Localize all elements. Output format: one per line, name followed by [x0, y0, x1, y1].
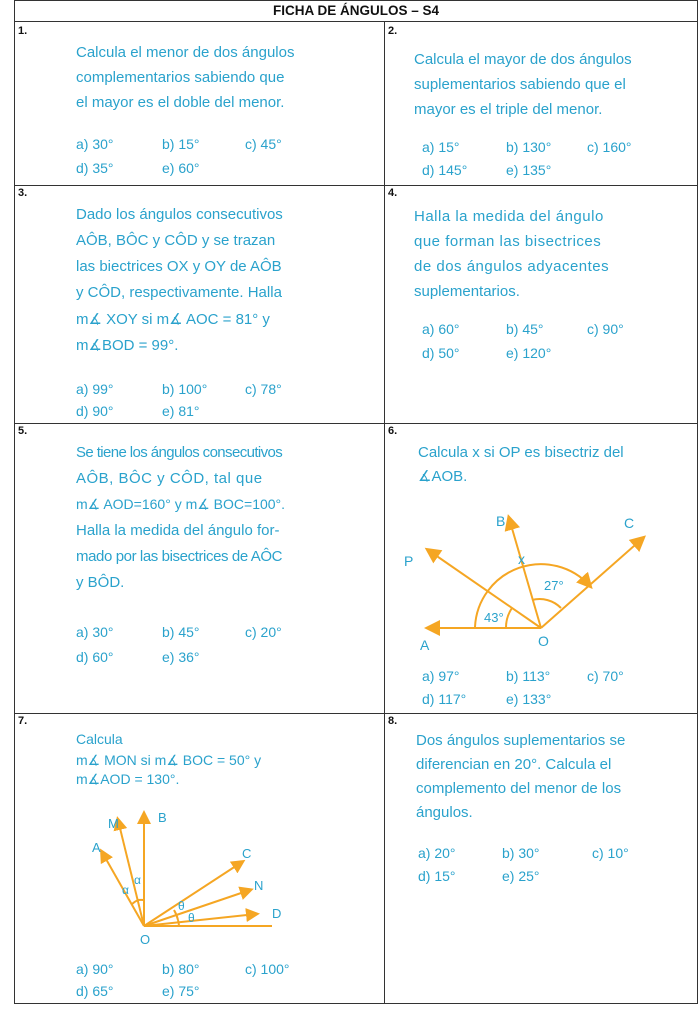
- problem-1-option-e[interactable]: e) 60°: [162, 160, 200, 176]
- problem-3-line: y CÔD, respectivamente. Halla: [76, 284, 282, 301]
- problem-8-option-d[interactable]: d) 15°: [418, 868, 456, 884]
- problem-8-option-a[interactable]: a) 20°: [418, 845, 456, 861]
- problem-2-option-a[interactable]: a) 15°: [422, 139, 460, 155]
- problem-7-number: 7.: [18, 715, 28, 727]
- problem-3-option-b[interactable]: b) 100°: [162, 381, 208, 397]
- problem-5-line: Halla la medida del ángulo for-: [76, 522, 280, 539]
- problem-5-option-d[interactable]: d) 60°: [76, 649, 114, 665]
- row-divider: [14, 713, 698, 714]
- problem-1-option-c[interactable]: c) 45°: [245, 136, 282, 152]
- problem-3-line: las biectrices OX y OY de AÔB: [76, 258, 282, 275]
- problem-3-line: Dado los ángulos consecutivos: [76, 206, 283, 223]
- label-alpha: α: [134, 873, 141, 887]
- problem-4-option-b[interactable]: b) 45°: [506, 321, 544, 337]
- label-x: x: [518, 551, 525, 567]
- problem-8-number: 8.: [388, 715, 398, 727]
- problem-2-option-c[interactable]: c) 160°: [587, 139, 632, 155]
- column-divider: [384, 22, 385, 1004]
- problem-6-figure: [398, 500, 678, 670]
- problem-3-number: 3.: [18, 187, 28, 199]
- problem-4-option-e[interactable]: e) 120°: [506, 345, 552, 361]
- problem-4-option-d[interactable]: d) 50°: [422, 345, 460, 361]
- problem-7-option-d[interactable]: d) 65°: [76, 983, 114, 999]
- problem-1-line: el mayor es el doble del menor.: [76, 94, 285, 111]
- problem-8-line: Dos ángulos suplementarios se: [416, 732, 626, 749]
- problem-2-number: 2.: [388, 25, 398, 37]
- problem-2-line: suplementarios sabiendo que el: [414, 76, 626, 93]
- label-alpha: α: [122, 883, 129, 897]
- problem-8-line: complemento del menor de los: [416, 780, 622, 797]
- problem-7-option-e[interactable]: e) 75°: [162, 983, 200, 999]
- problem-7-line: m∡ MON si m∡ BOC = 50° y: [76, 752, 262, 768]
- label-o: O: [538, 633, 549, 649]
- row-divider: [14, 423, 698, 424]
- problem-5-line: mado por las bisectrices de AÔC: [76, 548, 283, 565]
- worksheet: [14, 0, 698, 1004]
- label-m: M: [108, 816, 119, 831]
- arc-43: [506, 608, 512, 628]
- problem-6-option-b[interactable]: b) 113°: [506, 668, 551, 684]
- problem-7-line: m∡AOD = 130°.: [76, 771, 180, 787]
- problem-8-option-b[interactable]: b) 30°: [502, 845, 540, 861]
- problem-7-option-a[interactable]: a) 90°: [76, 961, 114, 977]
- problem-6-option-c[interactable]: c) 70°: [587, 668, 624, 684]
- page-title: FICHA DE ÁNGULOS – S4: [14, 0, 698, 22]
- problem-7-line: Calcula: [76, 731, 123, 747]
- problem-8-option-e[interactable]: e) 25°: [502, 868, 540, 884]
- label-c: C: [242, 846, 252, 861]
- problem-1-option-d[interactable]: d) 35°: [76, 160, 114, 176]
- problem-1-number: 1.: [18, 25, 28, 37]
- label-theta: θ: [178, 899, 185, 913]
- problem-8-option-c[interactable]: c) 10°: [592, 845, 629, 861]
- problem-1-line: Calcula el menor de dos ángulos: [76, 44, 295, 61]
- problem-7-figure: [74, 800, 304, 950]
- ray-ob: [509, 518, 541, 628]
- label-a: A: [92, 840, 101, 855]
- label-n: N: [254, 878, 264, 893]
- problem-5-option-e[interactable]: e) 36°: [162, 649, 200, 665]
- label-b: B: [496, 513, 506, 529]
- problem-6-line: ∡AOB.: [418, 468, 468, 485]
- problem-5-number: 5.: [18, 425, 28, 437]
- row-divider: [14, 185, 698, 186]
- problem-4-line: de dos ángulos adyacentes: [414, 258, 610, 275]
- problem-4-option-a[interactable]: a) 60°: [422, 321, 460, 337]
- problem-4-line: Halla la medida del ángulo: [414, 208, 604, 225]
- problem-5-line: y BÔD.: [76, 574, 125, 591]
- problem-4-line: suplementarios.: [414, 283, 520, 300]
- problem-5-line: m∡ AOD=160° y m∡ BOC=100°.: [76, 496, 286, 512]
- problem-7-option-c[interactable]: c) 100°: [245, 961, 290, 977]
- label-d: D: [272, 906, 282, 921]
- problem-2-option-d[interactable]: d) 145°: [422, 162, 468, 178]
- arc-theta: [178, 920, 179, 926]
- label-p: P: [404, 553, 414, 569]
- problem-3-line: AÔB, BÔC y CÔD y se trazan: [76, 232, 276, 249]
- label-theta: θ: [188, 911, 195, 925]
- problem-3-option-e[interactable]: e) 81°: [162, 403, 200, 419]
- label-43: 43°: [484, 610, 504, 625]
- problem-2-line: mayor es el triple del menor.: [414, 101, 603, 118]
- problem-2-option-e[interactable]: e) 135°: [506, 162, 552, 178]
- problem-5-line: Se tiene los ángulos consecutivos: [76, 444, 283, 461]
- problem-5-option-b[interactable]: b) 45°: [162, 624, 200, 640]
- problem-1-option-b[interactable]: b) 15°: [162, 136, 200, 152]
- problem-3-option-a[interactable]: a) 99°: [76, 381, 114, 397]
- label-c: C: [624, 515, 635, 531]
- problem-6-option-d[interactable]: d) 117°: [422, 691, 467, 707]
- problem-7-option-b[interactable]: b) 80°: [162, 961, 200, 977]
- arc-27: [532, 599, 561, 608]
- problem-5-option-c[interactable]: c) 20°: [245, 624, 282, 640]
- problem-6-option-a[interactable]: a) 97°: [422, 668, 460, 684]
- problem-2-option-b[interactable]: b) 130°: [506, 139, 552, 155]
- problem-6-option-e[interactable]: e) 133°: [506, 691, 552, 707]
- problem-3-line: m∡BOD = 99°.: [76, 337, 179, 354]
- problem-8-line: ángulos.: [416, 804, 473, 821]
- problem-8-line: diferencian en 20°. Calcula el: [416, 756, 612, 773]
- label-o: O: [140, 932, 151, 947]
- problem-2-line: Calcula el mayor de dos ángulos: [414, 51, 632, 68]
- problem-1-line: complementarios sabiendo que: [76, 69, 285, 86]
- problem-5-line: AÔB, BÔC y CÔD, tal que: [76, 470, 263, 487]
- label-a: A: [420, 637, 430, 653]
- label-27: 27°: [544, 578, 564, 593]
- problem-4-line: que forman las bisectrices: [414, 233, 602, 250]
- label-b: B: [158, 810, 167, 825]
- problem-5-option-a[interactable]: a) 30°: [76, 624, 114, 640]
- problem-3-line: m∡ XOY si m∡ AOC = 81° y: [76, 311, 270, 328]
- problem-1-option-a[interactable]: a) 30°: [76, 136, 114, 152]
- problem-6-number: 6.: [388, 425, 398, 437]
- problem-3-option-d[interactable]: d) 90°: [76, 403, 114, 419]
- problem-4-number: 4.: [388, 187, 398, 199]
- problem-3-option-c[interactable]: c) 78°: [245, 381, 282, 397]
- problem-4-option-c[interactable]: c) 90°: [587, 321, 624, 337]
- problem-6-line: Calcula x si OP es bisectriz del: [418, 444, 624, 461]
